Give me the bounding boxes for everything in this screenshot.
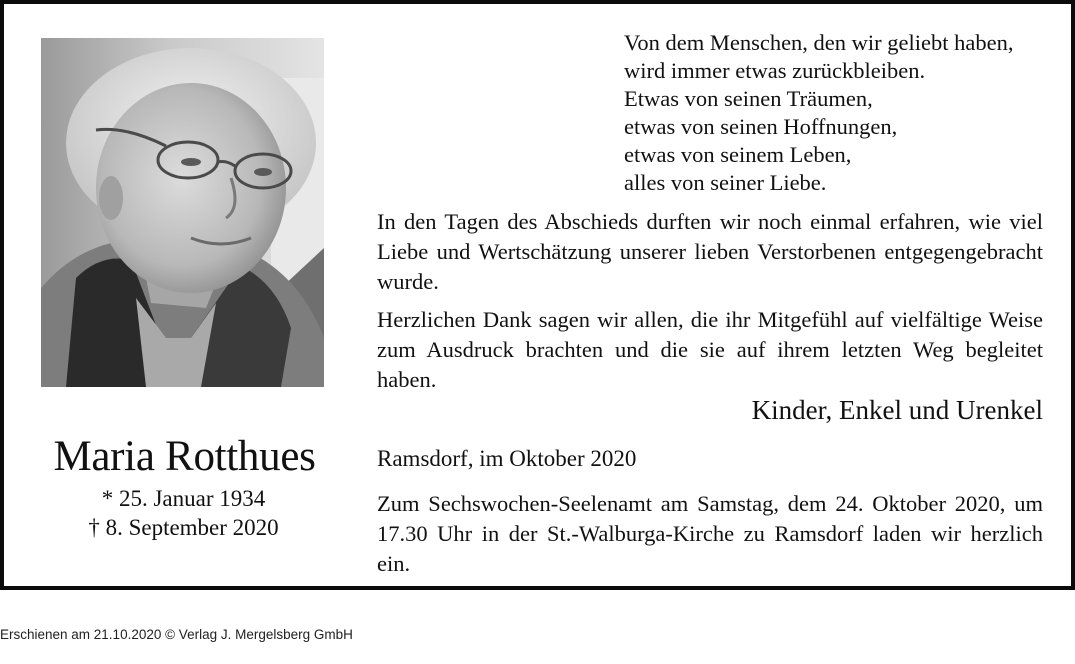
birth-date: * 25. Januar 1934	[101, 486, 266, 511]
memorial-poem	[624, 29, 1064, 197]
poem-line: etwas von seinem Leben,	[624, 142, 852, 167]
poem-line: Von dem Menschen, den wir geliebt haben,	[624, 30, 1014, 55]
deceased-name: Maria Rotthues	[53, 433, 316, 480]
publication-footer: Erschienen am 21.10.2020 © Verlag J. Mergelsberg GmbH	[0, 627, 353, 642]
poem-line: alles von seiner Liebe.	[624, 170, 827, 195]
place-and-date: Ramsdorf, im Oktober 2020	[377, 446, 637, 471]
poem-line: Etwas von seinen Träumen,	[624, 86, 873, 111]
thanks-paragraph-1: In den Tagen des Abschieds durften wir noch einmal erfahren, wie viel Liebe und Wertschätzung unserer lieben Verstorbenen entgegengebracht wurde.	[377, 209, 1043, 294]
poem-line: etwas von seinen Hoffnungen,	[624, 114, 898, 139]
death-date: † 8. September 2020	[88, 515, 279, 540]
thanks-paragraph-2: Herzlichen Dank sagen wir allen, die ihr Mitgefühl auf vielfältige Weise zum Ausdruck brachten und die sie auf ihrem letzten Weg begleitet haben.	[377, 307, 1043, 392]
memorial-service-paragraph: Zum Sechswochen-Seelenamt am Samstag, dem 24. Oktober 2020, um 17.30 Uhr in der St.-Walburga-Kirche zu Ramsdorf laden wir herzlich ein.	[377, 491, 1043, 576]
portrait-image	[41, 38, 324, 387]
life-dates	[41, 484, 326, 542]
portrait-photo	[41, 38, 324, 387]
family-signature: Kinder, Enkel und Urenkel	[751, 395, 1043, 425]
poem-line: wird immer etwas zurückbleiben.	[624, 58, 926, 83]
